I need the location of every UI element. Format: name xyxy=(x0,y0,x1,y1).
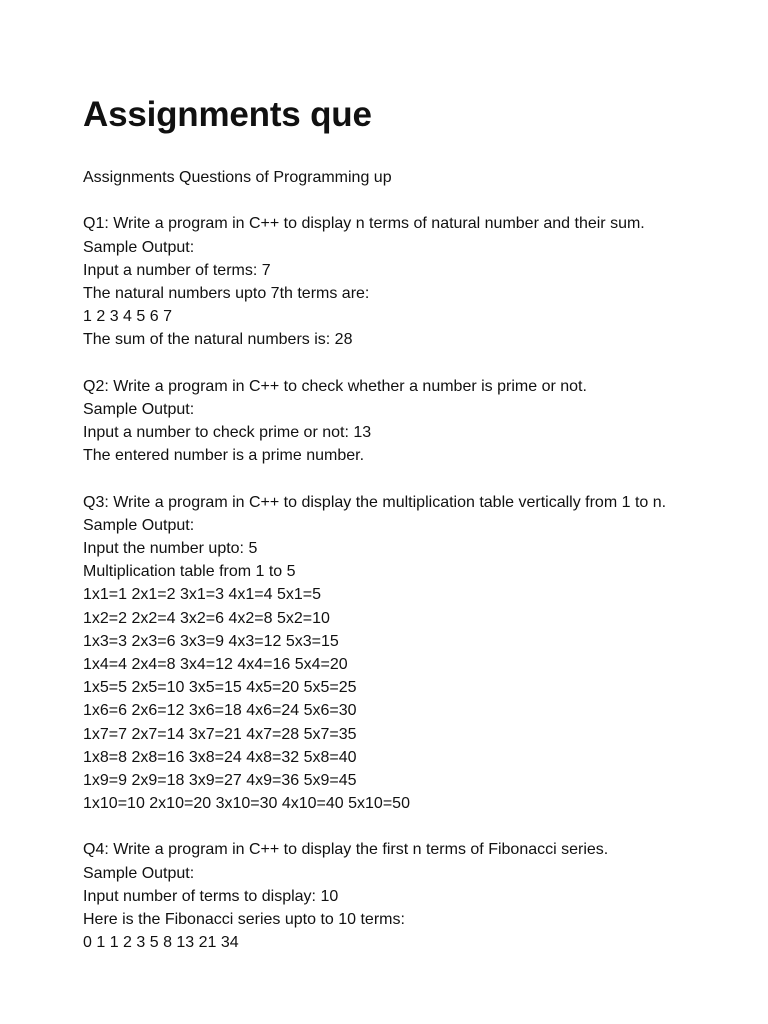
sample-output-line: 1x2=2 2x2=4 3x2=6 4x2=8 5x2=10 xyxy=(83,609,330,627)
sample-output-line: 1x10=10 2x10=20 3x10=30 4x10=40 5x10=50 xyxy=(83,795,410,813)
sample-output-line: Sample Output: xyxy=(83,864,195,882)
question-prompt: Q4: Write a program in C++ to display the first n terms of Fibonacci series. xyxy=(83,841,609,859)
sample-output-line: Input a number of terms: 7 xyxy=(83,261,271,279)
paragraph-gap xyxy=(83,467,743,490)
question-prompt: Q1: Write a program in C++ to display n terms of natural number and their sum. xyxy=(83,215,645,233)
sample-output-line: Input a number to check prime or not: 13 xyxy=(83,424,372,442)
paragraph-gap xyxy=(83,352,743,375)
sample-output-line: 1x8=8 2x8=16 3x8=24 4x8=32 5x8=40 xyxy=(83,748,357,766)
sample-output-line: 1x6=6 2x6=12 3x6=18 4x6=24 5x6=30 xyxy=(83,702,357,720)
sample-output-line: 1x3=3 2x3=6 3x3=9 4x3=12 5x3=15 xyxy=(83,632,339,650)
document-title: Assignments que xyxy=(83,95,372,134)
document-body xyxy=(83,166,743,954)
sample-output-line: Here is the Fibonacci series upto to 10 terms: xyxy=(83,911,405,928)
question-block-q3 xyxy=(83,491,743,816)
sample-output-line: 1x5=5 2x5=10 3x5=15 4x5=20 5x5=25 xyxy=(83,679,357,697)
sample-output-line: Sample Output: xyxy=(83,516,195,534)
sample-output-line: 1x7=7 2x7=14 3x7=21 4x7=28 5x7=35 xyxy=(83,725,357,743)
question-block-q4 xyxy=(83,838,743,954)
document-intro: Assignments Questions of Programming up xyxy=(83,169,392,186)
sample-output-line: 1x4=4 2x4=8 3x4=12 4x4=16 5x4=20 xyxy=(83,655,348,673)
question-block-q2 xyxy=(83,375,743,468)
sample-output-line: 1 2 3 4 5 6 7 xyxy=(83,308,172,326)
sample-output-line: 1x1=1 2x1=2 3x1=3 4x1=4 5x1=5 xyxy=(83,586,321,604)
sample-output-line: Input the number upto: 5 xyxy=(83,540,258,557)
sample-output-line: Sample Output: xyxy=(83,400,195,418)
sample-output-line: Multiplication table from 1 to 5 xyxy=(83,563,296,581)
paragraph-gap xyxy=(83,815,743,838)
question-prompt: Q2: Write a program in C++ to check whether a number is prime or not. xyxy=(83,377,587,395)
sample-output-line: 0 1 1 2 3 5 8 13 21 34 xyxy=(83,934,239,952)
paragraph-gap xyxy=(83,189,743,212)
sample-output-line: Input number of terms to display: 10 xyxy=(83,887,339,905)
sample-output-line: The sum of the natural numbers is: 28 xyxy=(83,331,353,349)
sample-output-line: The natural numbers upto 7th terms are: xyxy=(83,284,370,302)
question-prompt: Q3: Write a program in C++ to display the multiplication table vertically from 1 to n. xyxy=(83,493,667,511)
sample-output-line: 1x9=9 2x9=18 3x9=27 4x9=36 5x9=45 xyxy=(83,771,357,789)
sample-output-line: The entered number is a prime number. xyxy=(83,447,365,465)
sample-output-line: Sample Output: xyxy=(83,238,195,256)
question-block-q1 xyxy=(83,212,743,351)
